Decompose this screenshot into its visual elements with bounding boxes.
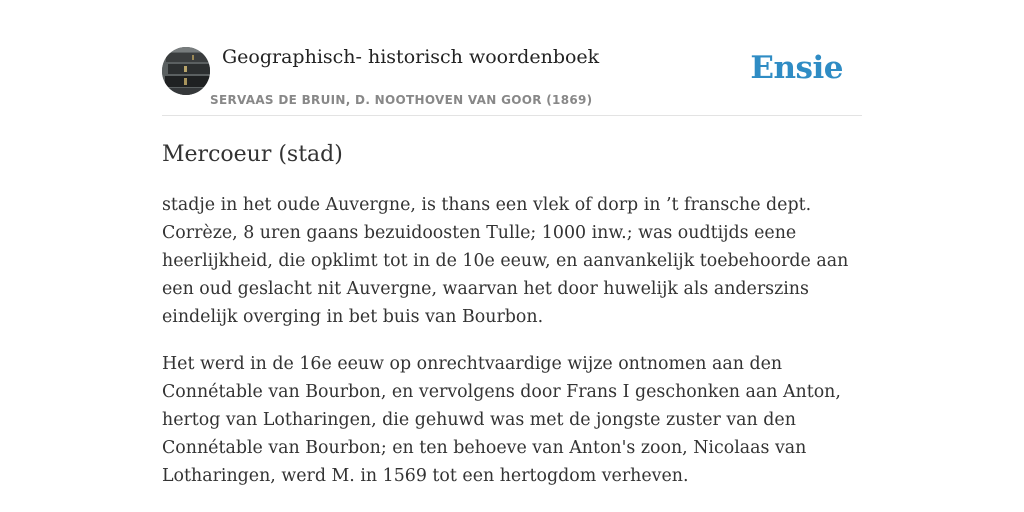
- book-cover-image[interactable]: [162, 47, 210, 95]
- entry-paragraph: stadje in het oude Auvergne, is thans een vlek of dorp in ’t fransche dept. Corrèze, 8 uren gaans bezuidoosten Tulle; 1000 inw.; was oudtijds eene heerlijkheid, die opklimt tot in de 10e eeuw, en aanvankelijk toebehoorde aan een oud geslacht nit Auvergne, waarvan het door huwelijk als anderszins eindelijk overging in bet buis van Bourbon.: [162, 195, 849, 327]
- entry-title: Mercoeur (stad): [162, 142, 343, 167]
- book-header: [162, 46, 862, 116]
- page: [162, 0, 862, 490]
- book-title[interactable]: Geographisch- historisch woordenboek: [222, 46, 600, 68]
- ensie-logo-link[interactable]: Ensie: [750, 50, 843, 86]
- book-stack-icon: [162, 47, 210, 95]
- entry-body: [162, 191, 862, 490]
- book-authors: SERVAAS DE BRUIN, D. NOOTHOVEN VAN GOOR (1869): [210, 93, 593, 107]
- entry-paragraph: Het werd in de 16e eeuw op onrechtvaardige wijze ontnomen aan den Connétable van Bourbon, en vervolgens door Frans I geschonken aan Anton, hertog van Lotharingen, die gehuwd was met de jongste zuster van den Connétable van Bourbon; en ten behoeve van Anton's zoon, Nicolaas van Lotharingen, werd M. in 1569 tot een hertogdom verheven.: [162, 354, 841, 486]
